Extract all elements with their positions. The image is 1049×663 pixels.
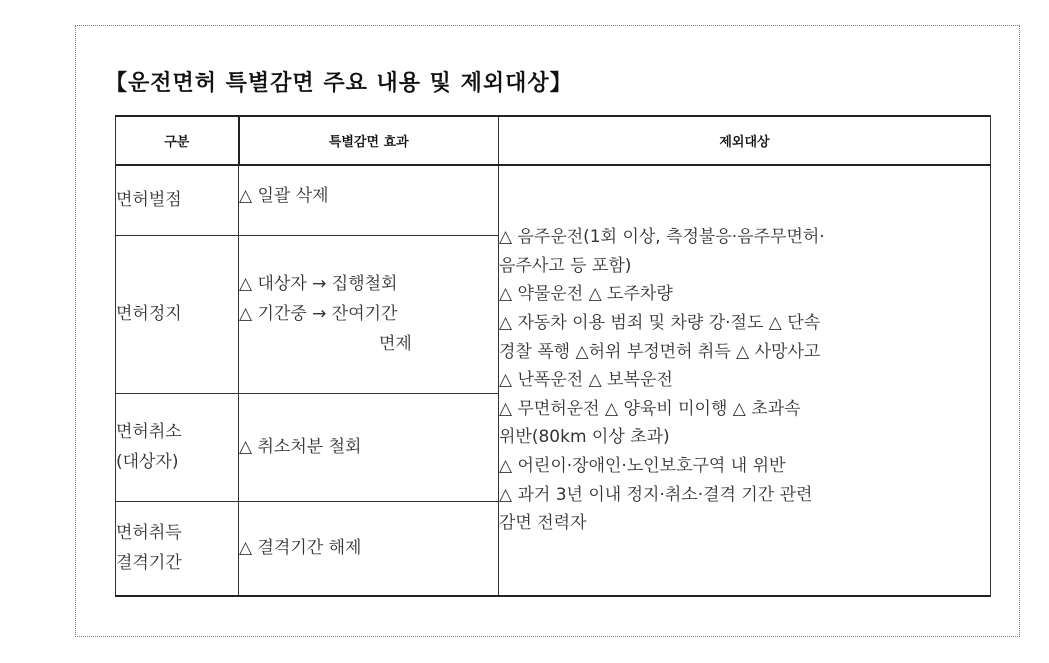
effect-cell: △ 취소처분 철회 (239, 393, 499, 501)
exclusion-line: 위반(80km 이상 초과) (499, 427, 670, 448)
exclusion-line: 음주사고 등 포함) (499, 255, 632, 276)
exclusions-cell (499, 165, 991, 596)
header-effect: 특별감면 효과 (239, 116, 499, 165)
category-cell: 면허정지 (116, 235, 239, 393)
effect-cell: △ 일괄 삭제 (239, 165, 499, 235)
header-exclusions: 제외대상 (499, 116, 991, 165)
header-category: 구분 (116, 116, 239, 165)
effect-cell: △ 대상자 → 집행철회 △ 기간중 → 잔여기간 면제 (239, 235, 499, 393)
exclusion-line: △ 자동차 이용 범죄 및 차량 강·절도 △ 단속 (499, 313, 821, 334)
exclusion-line: △ 과거 3년 이내 정지·취소·결격 기간 관련 (499, 484, 813, 505)
exclusion-line: △ 무면허운전 △ 양육비 미이행 △ 초과속 (499, 398, 801, 419)
exclusion-line: △ 약물운전 △ 도주차량 (499, 284, 673, 305)
license-relief-table (115, 115, 991, 597)
category-cell: 면허벌점 (116, 165, 239, 235)
exclusion-line: △ 어린이·장애인·노인보호구역 내 위반 (499, 455, 786, 476)
exclusion-line: 감면 전력자 (499, 513, 587, 534)
exclusion-line: 경찰 폭행 △허위 부정면허 취득 △ 사망사고 (499, 341, 821, 362)
table-header-row (116, 116, 991, 165)
category-cell: 면허취득 결격기간 (116, 501, 239, 596)
effect-cell: △ 결격기간 해제 (239, 501, 499, 596)
document-title: 【운전면허 특별감면 주요 내용 및 제외대상】 (105, 71, 573, 96)
exclusion-line: △ 난폭운전 △ 보복운전 (499, 370, 673, 391)
table-row (116, 165, 991, 235)
exclusion-line: △ 음주운전(1회 이상, 측정불응·음주무면허· (499, 227, 825, 248)
category-cell: 면허취소 (대상자) (116, 393, 239, 501)
